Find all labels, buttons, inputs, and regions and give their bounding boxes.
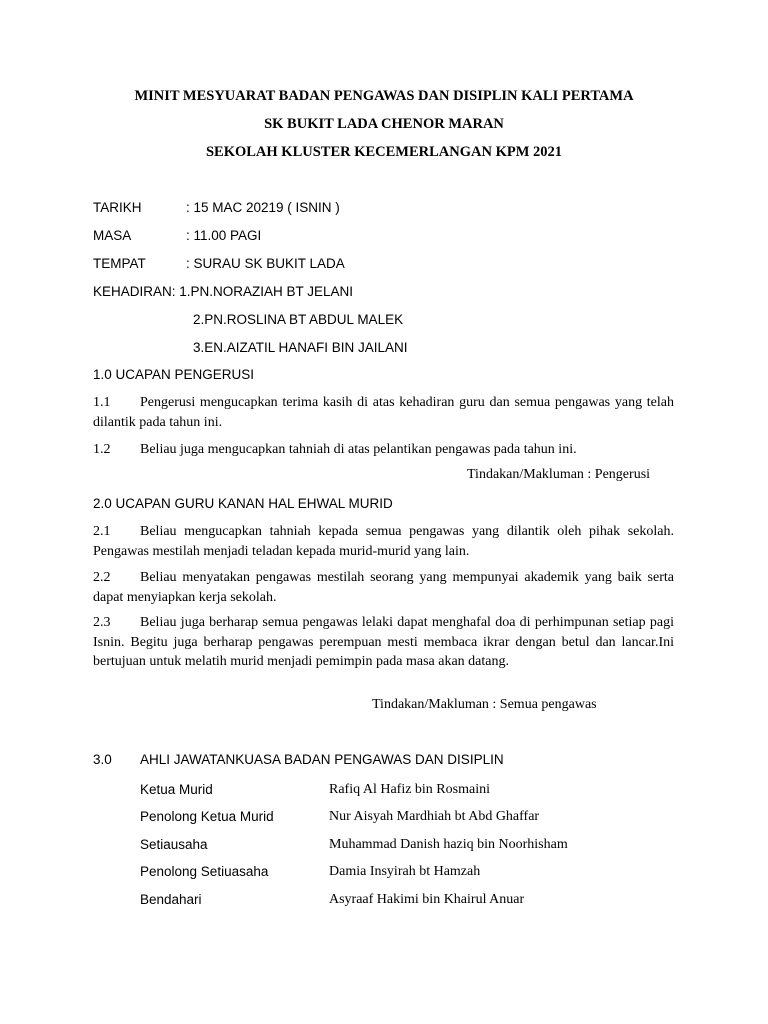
committee-member-name: Nur Aisyah Mardhiah bt Abd Ghaffar bbox=[329, 809, 540, 824]
section-3-heading: AHLI JAWATANKUASA BADAN PENGAWAS DAN DISIPLIN bbox=[140, 752, 504, 767]
paragraph-2-3 bbox=[93, 613, 674, 672]
section-3-number: 3.0 bbox=[93, 752, 112, 767]
paragraph-number: 1.2 bbox=[93, 442, 111, 457]
paragraph-text: Beliau mengucapkan tahniah kepada semua pengawas yang dilantik oleh pihak sekolah. Pengawas mestilah menjadi teladan kepada murid-murid yang lain. bbox=[93, 524, 674, 559]
tempat-label: TEMPAT bbox=[93, 256, 146, 271]
document-title: MINIT MESYUARAT BADAN PENGAWAS DAN DISIPLIN KALI PERTAMA bbox=[134, 88, 634, 104]
committee-role: Penolong Setiuasaha bbox=[140, 864, 269, 879]
paragraph-text: Pengerusi mengucapkan terima kasih di atas kehadiran guru dan semua pengawas yang telah dilantik pada tahun ini. bbox=[93, 395, 674, 430]
school-subtitle: SEKOLAH KLUSTER KECEMERLANGAN KPM 2021 bbox=[205, 144, 563, 160]
committee-member-name: Asyraaf Hakimi bin Khairul Anuar bbox=[329, 892, 525, 907]
paragraph-text: Beliau menyatakan pengawas mestilah seorang yang mempunyai akademik yang baik serta dapat menyiapkan kerja sekolah. bbox=[93, 570, 674, 605]
tarikh-label: TARIKH bbox=[93, 200, 142, 215]
paragraph-text: Beliau juga mengucapkan tahniah di atas pelantikan pengawas pada tahun ini. bbox=[140, 442, 577, 457]
paragraph-number: 1.1 bbox=[93, 395, 111, 410]
paragraph-1-1 bbox=[93, 393, 674, 432]
tarikh-value: : 15 MAC 20219 ( ISNIN ) bbox=[186, 200, 340, 215]
paragraph-number: 2.2 bbox=[93, 570, 111, 585]
committee-member-name: Damia Insyirah bt Hamzah bbox=[329, 864, 481, 879]
paragraph-1-2 bbox=[93, 440, 674, 460]
kehadiran-line: KEHADIRAN: 1.PN.NORAZIAH BT JELANI bbox=[93, 284, 354, 299]
masa-label: MASA bbox=[93, 228, 132, 243]
section-2-heading: 2.0 UCAPAN GURU KANAN HAL EHWAL MURID bbox=[93, 496, 393, 511]
attendee-2: 2.PN.ROSLINA BT ABDUL MALEK bbox=[193, 312, 404, 327]
committee-role: Penolong Ketua Murid bbox=[140, 809, 274, 824]
masa-value: : 11.00 PAGI bbox=[186, 228, 262, 243]
paragraph-number: 2.3 bbox=[93, 615, 111, 630]
committee-member-name: Muhammad Danish haziq bin Noorhisham bbox=[329, 837, 568, 852]
paragraph-text: Beliau juga berharap semua pengawas lelaki dapat menghafal doa di perhimpunan setiap pagi Isnin. Begitu juga berharap pengawas perempuan mesti membaca ikrar dengan betul dan lancar.Ini bertujuan untuk melatih murid menjadi pemimpin pada masa akan datang. bbox=[93, 615, 674, 669]
paragraph-2-2 bbox=[93, 568, 674, 607]
committee-member-name: Rafiq Al Hafiz bin Rosmaini bbox=[329, 782, 490, 797]
committee-role: Bendahari bbox=[140, 892, 202, 907]
paragraph-number: 2.1 bbox=[93, 524, 111, 539]
committee-role: Setiausaha bbox=[140, 837, 208, 852]
committee-role: Ketua Murid bbox=[140, 782, 213, 797]
action-note-2: Tindakan/Makluman : Semua pengawas bbox=[372, 697, 597, 712]
action-note-1: Tindakan/Makluman : Pengerusi bbox=[467, 467, 651, 482]
tempat-value: : SURAU SK BUKIT LADA bbox=[186, 256, 345, 271]
paragraph-2-1 bbox=[93, 522, 674, 561]
section-1-heading: 1.0 UCAPAN PENGERUSI bbox=[93, 367, 255, 382]
attendee-3: 3.EN.AIZATIL HANAFI BIN JAILANI bbox=[193, 340, 408, 355]
school-name: SK BUKIT LADA CHENOR MARAN bbox=[264, 116, 504, 132]
